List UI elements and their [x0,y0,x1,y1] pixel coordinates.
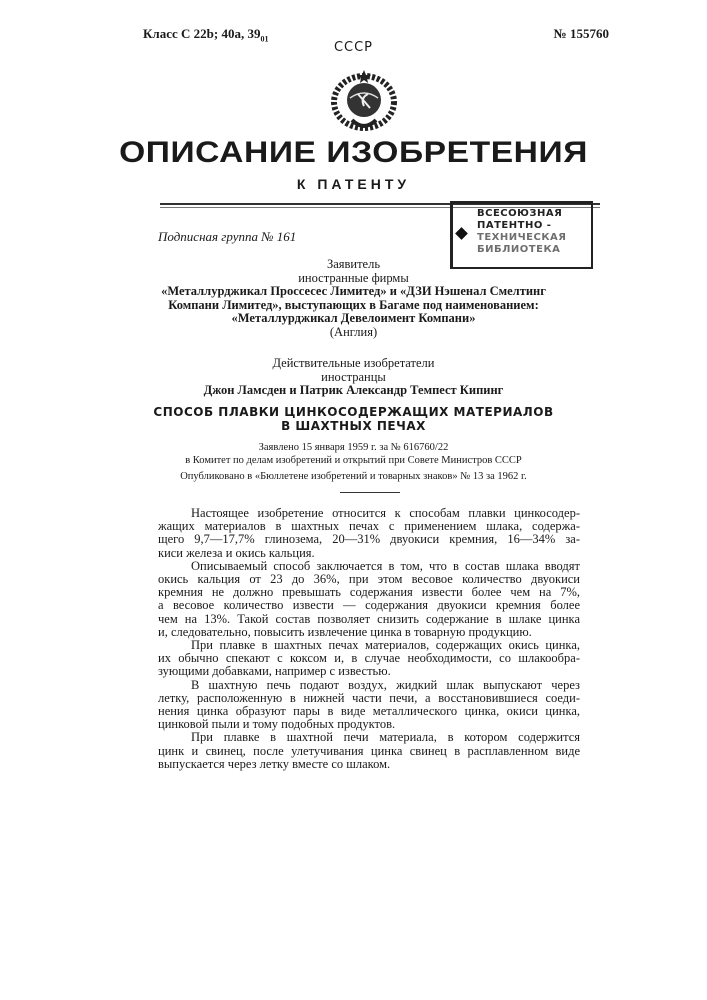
filing-info [0,441,707,484]
filing-declared: Заявлено 15 января 1959 г. за № 616760/22 [0,441,707,455]
inventors-section [0,357,707,398]
paragraph-line: При плавке в шахтных печах материалов, содержащих окись цинка, [158,639,580,652]
stamp-line: ПАТЕНТНО - [477,220,566,232]
ussr-emblem-icon [330,68,398,134]
paragraph-line: выпускается через летку вместе со шлаком. [158,758,580,771]
stamp-line: ВСЕСОЮЗНАЯ [477,208,566,220]
country-label: СССР [0,40,707,55]
paragraph-line: Описываемый способ заключается в том, что в состав шлака вводят [158,560,580,573]
paragraph [158,507,580,560]
applicant-label: Заявитель [0,258,707,272]
document-title: ОПИСАНИЕ ИЗОБРЕТЕНИЯ [0,136,707,170]
paragraph-line: окись кальция от 23 до 36%, при этом весовое количество двуокиси [158,573,580,586]
paragraph-line: а весовое количество извести — содержания двуокиси кремния более [158,599,580,612]
applicant-line: «Металлурджикал Девелоимент Компани» [0,312,707,326]
paragraph-line: Настоящее изобретение относится к способам плавки цинкосодер- [158,507,580,520]
paragraph [158,560,580,639]
paragraph [158,639,580,679]
patent-title-line: В ШАХТНЫХ ПЕЧАХ [0,419,707,433]
applicant-line: «Металлурджикал Проссесес Лимитед» и «ДЗИ Нэшенал Смелтинг [0,285,707,299]
paragraph-line: цинковой пыли и тому подобных продуктов. [158,718,580,731]
paragraph-line: жащих материалов в шахтных печах с применением шлака, содержа- [158,520,580,533]
paragraph [158,679,580,732]
stamp-line: ТЕХНИЧЕСКАЯ [477,232,566,244]
inventors-label: Действительные изобретатели [0,357,707,371]
patent-title [0,405,707,433]
inventors-sublabel: иностранцы [0,371,707,385]
paragraph-line: кремния не должно превышать содержания извести более чем на 7%, [158,586,580,599]
applicant-sublabel: иностранные фирмы [0,272,707,286]
paragraph-line: летку, расположенную в нижней части печи, а восстановившиеся соеди- [158,692,580,705]
section-divider [340,492,400,493]
applicant-section [0,258,707,339]
paragraph-line: и, следовательно, повысить извлечение цинка в товарную продукцию. [158,626,580,639]
paragraph-line: щего 9,7—17,7% глинозема, 20—31% двуокиси кремния, 16—34% за- [158,533,580,546]
class-subscript: 01 [260,35,268,44]
diamond-icon [455,227,468,240]
paragraph-line: нения цинка образуют пары в виде металлического цинка, окиси цинка, [158,705,580,718]
paragraph-line: В шахтную печь подают воздух, жидкий шлак выпускают через [158,679,580,692]
paragraph-line: цинк и свинец, после улетучивания цинка свинец в расплавленном виде [158,745,580,758]
patent-number: № 155760 [554,26,609,42]
filing-committee: в Комитет по делам изобретений и открытий при Совете Министров СССР [0,454,707,468]
document-subtitle: К ПАТЕНТУ [0,176,707,192]
applicant-line: Компани Лимитед», выступающих в Багаме под наименованием: [0,299,707,313]
inventors-names: Джон Ламсден и Патрик Александр Темпест Кипинг [0,384,707,398]
class-label: Класс С 22b; 40а, 39 [143,26,260,41]
paragraph-line: чем на 13%. Такой состав позволяет снизить содержание в шлаке цинка [158,613,580,626]
stamp-line: БИБЛИОТЕКА [477,244,566,256]
filing-published: Опубликовано в «Бюллетене изобретений и товарных знаков» № 13 за 1962 г. [0,470,707,484]
subscription-group: Подписная группа № 161 [158,229,296,245]
patent-title-line: СПОСОБ ПЛАВКИ ЦИНКОСОДЕРЖАЩИХ МАТЕРИАЛОВ [0,405,707,419]
paragraph-line: При плавке в шахтной печи материала, в котором содержится [158,731,580,744]
paragraph [158,731,580,771]
applicant-country: (Англия) [0,326,707,340]
paragraph-line: их обычно спекают с коксом и, в случае необходимости, со шлакообра- [158,652,580,665]
paragraph-line: киси железа и окись кальция. [158,547,580,560]
paragraph-line: зующими добавками, например с известью. [158,665,580,678]
description-body [158,507,580,771]
